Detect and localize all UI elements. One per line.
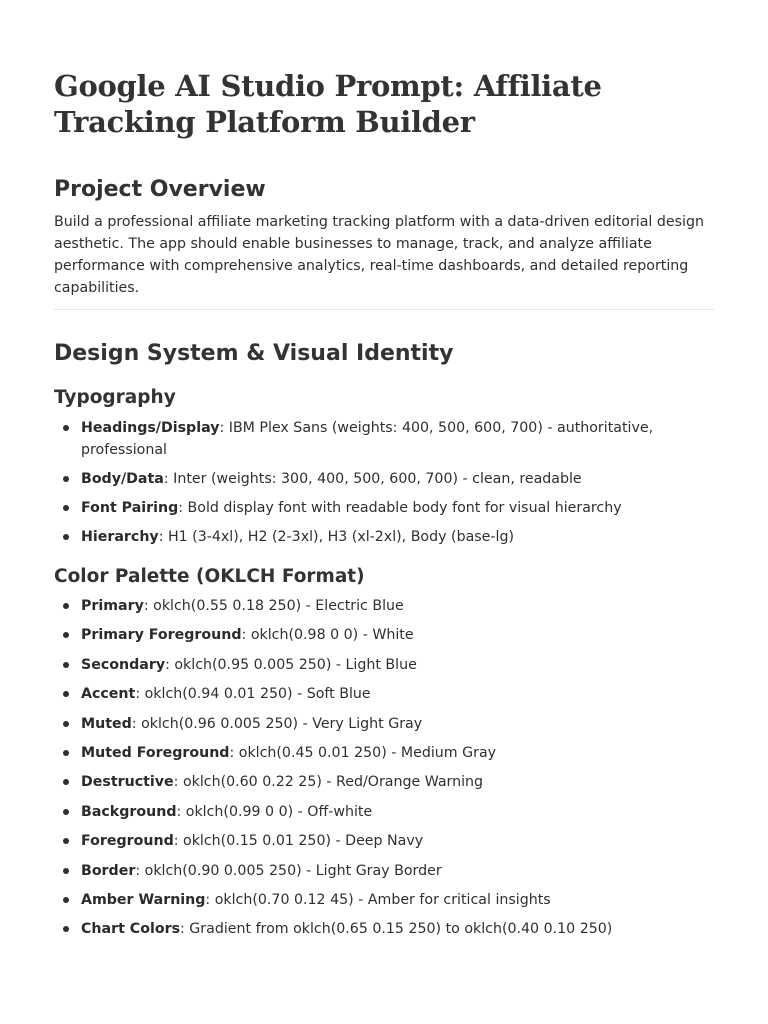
color-palette-list: [54, 595, 714, 940]
color-palette-list-item: [54, 860, 714, 882]
list-item-description: : oklch(0.55 0.18 250) - Electric Blue: [143, 598, 404, 614]
bullet-icon: [63, 868, 69, 874]
list-item-description: : oklch(0.70 0.12 45) - Amber for critical insights: [205, 891, 551, 908]
list-item-description: : oklch(0.99 0 0) - Off-white: [176, 803, 373, 820]
color-palette-list-item: [54, 830, 714, 852]
color-palette-list-item: [54, 624, 714, 646]
project-overview-heading: Project Overview: [54, 177, 266, 202]
bullet-icon: [63, 809, 69, 815]
list-item-description: : Gradient from oklch(0.65 0.15 250) to oklch(0.40 0.10 250): [180, 921, 613, 938]
list-item-term: Chart Colors: [81, 921, 181, 938]
bullet-icon: [63, 476, 69, 482]
bullet-icon: [63, 632, 69, 638]
list-item-description: : IBM Plex Sans (weights: 400, 500, 600, 700) - authoritative, professional: [81, 420, 654, 458]
list-item-term: Background: [81, 803, 177, 820]
list-item-term: Primary: [81, 598, 144, 614]
list-item-description: : oklch(0.94 0.01 250) - Soft Blue: [135, 686, 371, 703]
list-item-description: : oklch(0.15 0.01 250) - Deep Navy: [173, 833, 424, 850]
list-item-term: Accent: [81, 686, 136, 703]
color-palette-list-item: [54, 713, 714, 735]
typography-list: [54, 417, 714, 548]
list-item-term: Font Pairing: [81, 500, 179, 516]
list-item-term: Border: [81, 862, 136, 879]
list-item-term: Destructive: [81, 774, 174, 791]
list-item-description: : oklch(0.95 0.005 250) - Light Blue: [165, 656, 417, 673]
list-item-description: : oklch(0.60 0.22 25) - Red/Orange Warning: [173, 774, 484, 791]
color-palette-heading: Color Palette (OKLCH Format): [54, 566, 365, 587]
bullet-icon: [63, 662, 69, 668]
section-divider: [54, 309, 714, 310]
bullet-icon: [63, 779, 69, 785]
color-palette-list-item: [54, 918, 714, 940]
bullet-icon: [63, 691, 69, 697]
list-item-term: Secondary: [81, 656, 166, 673]
project-overview-text: Build a professional affiliate marketing tracking platform with a data-driven editorial design aesthetic. The app should enable businesses to manage, track, and analyze affiliate performance with comprehensive analytics, real-time dashboards, and detailed reporting capabilities.: [54, 214, 704, 296]
bullet-icon: [63, 721, 69, 727]
color-palette-list-item: [54, 742, 714, 764]
bullet-icon: [63, 534, 69, 540]
list-item-description: : oklch(0.45 0.01 250) - Medium Gray: [229, 744, 497, 761]
document-title: Google AI Studio Prompt: Affiliate Tracking Platform Builder: [54, 69, 602, 139]
color-palette-list-item: [54, 654, 714, 676]
list-item-description: : oklch(0.98 0 0) - White: [241, 627, 414, 644]
color-palette-list-item: [54, 683, 714, 705]
list-item-term: Foreground: [81, 833, 174, 850]
list-item-term: Headings/Display: [81, 420, 220, 436]
color-palette-list-item: [54, 801, 714, 823]
typography-list-item: [54, 468, 714, 490]
list-item-term: Body/Data: [81, 471, 164, 487]
list-item-description: : oklch(0.90 0.005 250) - Light Gray Border: [135, 862, 442, 879]
bullet-icon: [63, 505, 69, 511]
color-palette-list-item: [54, 889, 714, 911]
list-item-term: Amber Warning: [81, 891, 206, 908]
color-palette-list-item: [54, 771, 714, 793]
bullet-icon: [63, 838, 69, 844]
bullet-icon: [63, 750, 69, 756]
list-item-description: : Inter (weights: 300, 400, 500, 600, 700) - clean, readable: [163, 471, 582, 487]
typography-list-item: [54, 526, 714, 548]
list-item-description: : H1 (3-4xl), H2 (2-3xl), H3 (xl-2xl), Body (base-lg): [158, 529, 514, 545]
bullet-icon: [63, 897, 69, 903]
design-system-heading: Design System & Visual Identity: [54, 341, 454, 366]
list-item-description: : Bold display font with readable body font for visual hierarchy: [178, 500, 622, 516]
typography-list-item: [54, 497, 714, 519]
list-item-description: : oklch(0.96 0.005 250) - Very Light Gray: [131, 715, 423, 732]
list-item-term: Muted: [81, 715, 132, 732]
list-item-term: Muted Foreground: [81, 744, 230, 761]
typography-list-item: [54, 417, 714, 461]
list-item-term: Primary Foreground: [81, 627, 242, 644]
bullet-icon: [63, 926, 69, 932]
typography-heading: Typography: [54, 387, 176, 408]
bullet-icon: [63, 603, 69, 609]
color-palette-list-item: [54, 595, 714, 617]
bullet-icon: [63, 425, 69, 431]
list-item-term: Hierarchy: [81, 529, 159, 545]
